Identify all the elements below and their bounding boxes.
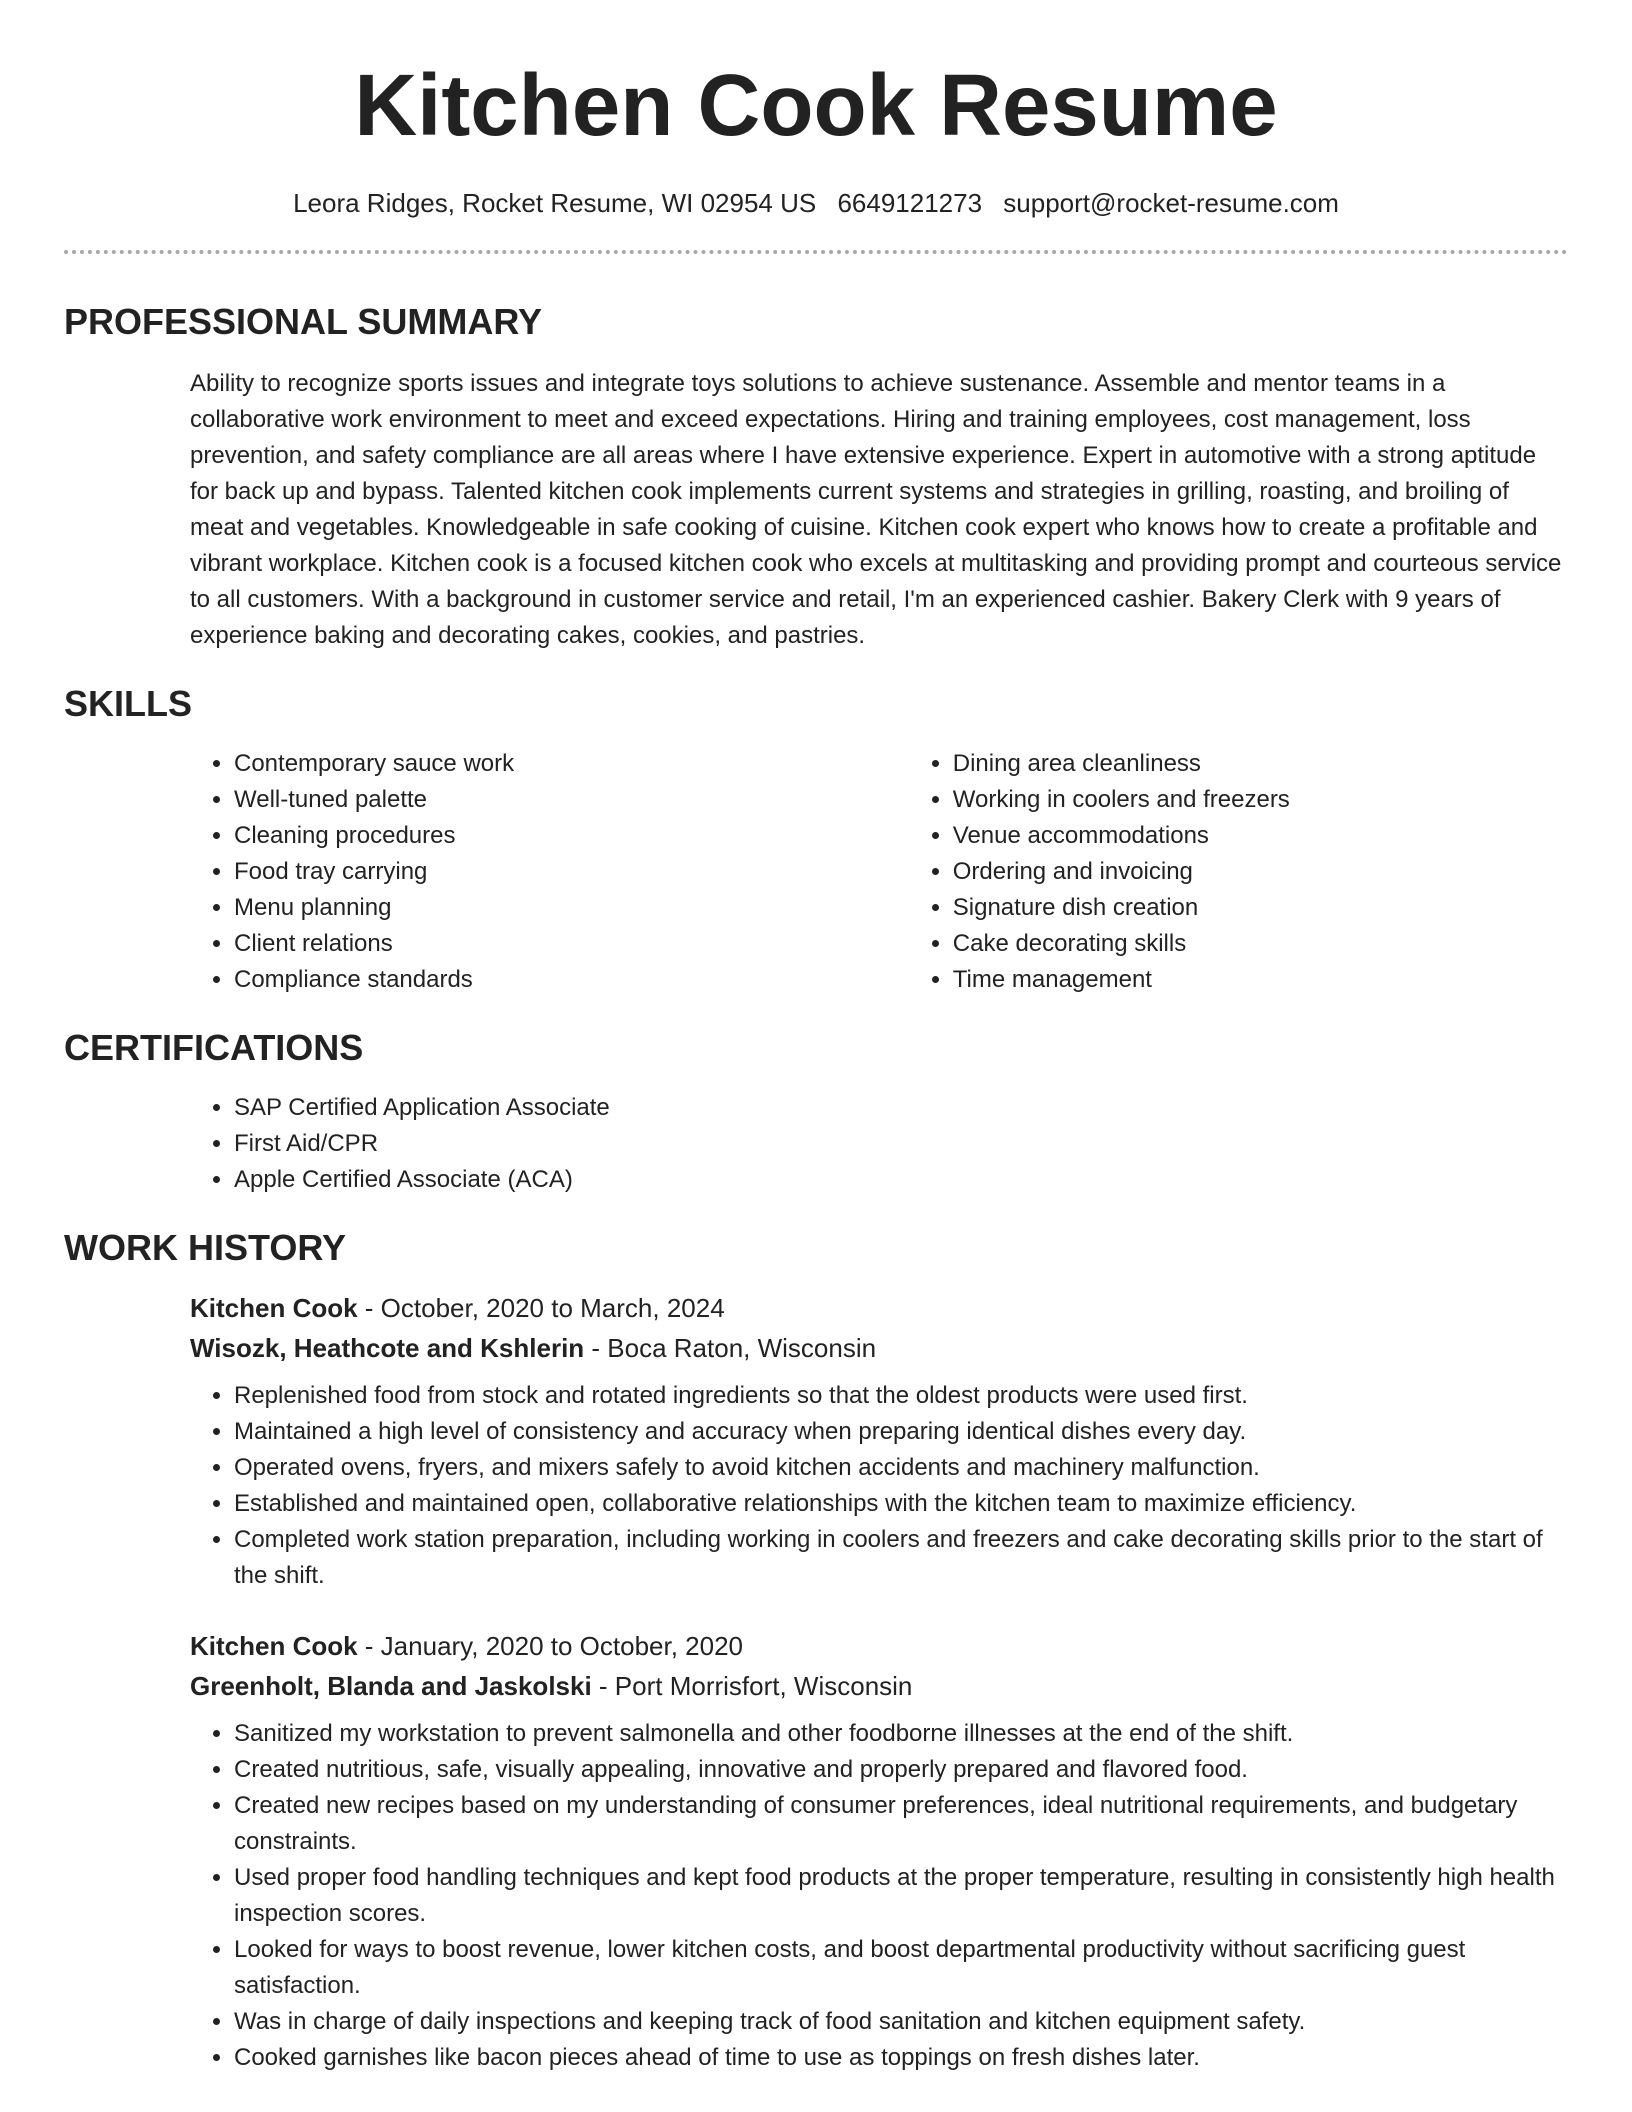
skill-item: • Client relations <box>234 926 909 962</box>
job-company-line <box>190 1328 1568 1368</box>
contact-email: support@rocket-resume.com <box>1003 188 1339 218</box>
skill-item: • Ordering and invoicing <box>953 854 1568 890</box>
job-company-line <box>190 1666 1568 1706</box>
job-entry <box>190 1626 1568 2076</box>
job-role: Kitchen Cook <box>190 1631 358 1661</box>
skills-list-left <box>190 746 909 998</box>
job-bullet: • Cooked garnishes like bacon pieces ahead of time to use as toppings on fresh dishes later. <box>234 2040 1568 2076</box>
job-bullet: • Maintained a high level of consistency and accuracy when preparing identical dishes every day. <box>234 1414 1568 1450</box>
skill-item: • Venue accommodations <box>953 818 1568 854</box>
skill-item: • Well-tuned palette <box>234 782 909 818</box>
skill-item: • Food tray carrying <box>234 854 909 890</box>
job-bullet: • Sanitized my workstation to prevent salmonella and other foodborne illnesses at the end of the shift. <box>234 1716 1568 1752</box>
job-role-line <box>190 1626 1568 1666</box>
job-company: Greenholt, Blanda and Jaskolski <box>190 1671 592 1701</box>
job-bullet: • Created nutritious, safe, visually appealing, innovative and properly prepared and flavored food. <box>234 1752 1568 1788</box>
job-company: Wisozk, Heathcote and Kshlerin <box>190 1333 585 1363</box>
work-history-heading: WORK HISTORY <box>64 1227 347 1268</box>
skill-item: • Compliance standards <box>234 962 909 998</box>
job-bullet: • Looked for ways to boost revenue, lower kitchen costs, and boost departmental productivity without sacrificing guest satisfaction. <box>234 1932 1568 2004</box>
resume-title: Kitchen Cook Resume <box>354 57 1278 154</box>
job-role-line <box>190 1288 1568 1328</box>
skills-list-right <box>909 746 1568 998</box>
certifications-heading: CERTIFICATIONS <box>64 1027 364 1068</box>
job-bullet: • Was in charge of daily inspections and keeping track of food sanitation and kitchen equipment safety. <box>234 2004 1568 2040</box>
skill-item: • Working in coolers and freezers <box>953 782 1568 818</box>
job-bullet: • Completed work station preparation, including working in coolers and freezers and cake decorating skills prior to the start of the shift. <box>234 1522 1568 1594</box>
job-bullet: • Established and maintained open, collaborative relationships with the kitchen team to maximize efficiency. <box>234 1486 1568 1522</box>
job-bullet: • Used proper food handling techniques and kept food products at the proper temperature, resulting in consistently high health inspection scores. <box>234 1860 1568 1932</box>
skill-item: • Menu planning <box>234 890 909 926</box>
skill-item: • Dining area cleanliness <box>953 746 1568 782</box>
skill-item: • Signature dish creation <box>953 890 1568 926</box>
contact-line <box>64 186 1568 220</box>
summary-heading: PROFESSIONAL SUMMARY <box>64 301 543 342</box>
certification-item: • SAP Certified Application Associate <box>234 1090 1568 1126</box>
certification-item: • First Aid/CPR <box>234 1126 1568 1162</box>
skills-columns <box>190 746 1568 998</box>
skill-item: • Contemporary sauce work <box>234 746 909 782</box>
summary-text: Ability to recognize sports issues and integrate toys solutions to achieve sustenance. Assemble and mentor teams in a collaborative work environment to meet and exceed expectations. Hiring and training employees, cost management, loss prevention, and safety compliance are all areas where I have extensive experience. Expert in automotive with a strong aptitude for back up and bypass. Talented kitchen cook implements current systems and strategies in grilling, roasting, and broiling of meat and vegetables. Knowledgeable in safe cooking of cuisine. Kitchen cook expert who knows how to create a profitable and vibrant workplace. Kitchen cook is a focused kitchen cook who excels at multitasking and providing prompt and courteous service to all customers. With a background in customer service and retail, I'm an experienced cashier. Bakery Clerk with 9 years of experience baking and decorating cakes, cookies, and pastries. <box>190 370 1562 649</box>
skill-item: • Time management <box>953 962 1568 998</box>
job-role: Kitchen Cook <box>190 1293 358 1323</box>
job-bullet: • Created new recipes based on my understanding of consumer preferences, ideal nutritional requirements, and budgetary constraints. <box>234 1788 1568 1860</box>
header-divider <box>64 250 1568 254</box>
job-bullets <box>190 1378 1568 1594</box>
job-dates: - January, 2020 to October, 2020 <box>357 1631 744 1661</box>
skills-heading: SKILLS <box>64 683 193 724</box>
job-location: - Boca Raton, Wisconsin <box>584 1333 877 1363</box>
job-dates: - October, 2020 to March, 2024 <box>357 1293 725 1323</box>
job-entry <box>190 1288 1568 1594</box>
job-bullet: • Operated ovens, fryers, and mixers safely to avoid kitchen accidents and machinery malfunction. <box>234 1450 1568 1486</box>
skill-item: • Cake decorating skills <box>953 926 1568 962</box>
contact-address: Leora Ridges, Rocket Resume, WI 02954 US <box>293 188 817 218</box>
contact-phone: 6649121273 <box>837 188 983 218</box>
job-location: - Port Morrisfort, Wisconsin <box>591 1671 913 1701</box>
skill-item: • Cleaning procedures <box>234 818 909 854</box>
job-bullets <box>190 1716 1568 2076</box>
certification-item: • Apple Certified Associate (ACA) <box>234 1162 1568 1198</box>
certifications-list <box>190 1090 1568 1198</box>
job-bullet: • Replenished food from stock and rotated ingredients so that the oldest products were used first. <box>234 1378 1568 1414</box>
